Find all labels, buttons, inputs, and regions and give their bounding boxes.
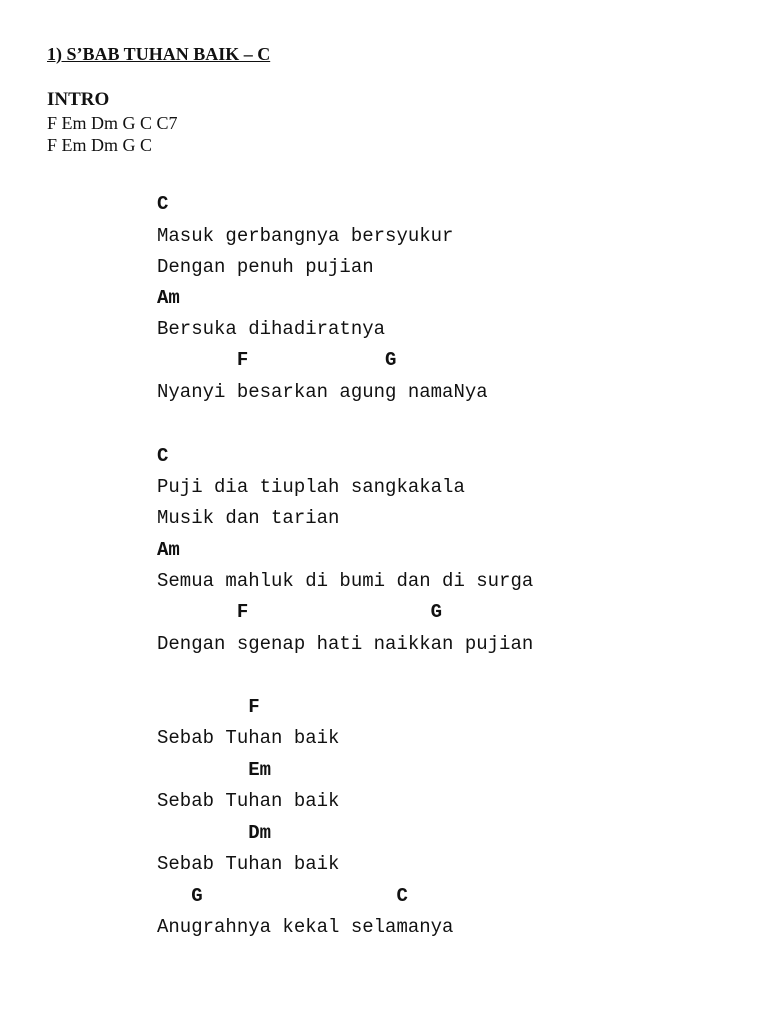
verse1-chord-line-2: Am [157, 287, 180, 309]
intro-chords-line-2: F Em Dm G C [47, 135, 153, 155]
chorus-chord-line-1: F [157, 696, 260, 718]
verse2-chord-line-2: Am [157, 539, 180, 561]
verse1-lyric-line-2: Dengan penuh pujian [157, 256, 374, 278]
verse2-chord-line-3: F G [157, 601, 443, 623]
verse2-lyric-line-3: Semua mahluk di bumi dan di surga [157, 570, 534, 592]
verse1-lyric-line-4: Nyanyi besarkan agung namaNya [157, 381, 488, 403]
song-title: 1) S’BAB TUHAN BAIK – C [47, 44, 271, 64]
verse2-lyric-line-4: Dengan sgenap hati naikkan pujian [157, 633, 534, 655]
intro-heading: INTRO [47, 89, 110, 110]
chorus-lyric-line-1: Sebab Tuhan baik [157, 727, 340, 749]
verse2-lyric-line-1: Puji dia tiuplah sangkakala [157, 476, 465, 498]
verse1-lyric-line-1: Masuk gerbangnya bersyukur [157, 225, 454, 247]
verse1-lyric-line-3: Bersuka dihadiratnya [157, 318, 386, 340]
chorus-chord-line-4: G C [157, 885, 408, 907]
verse1-chord-line-1: C [157, 193, 169, 215]
verse2-chord-line-1: C [157, 445, 169, 467]
verse1-chord-line-3: F G [157, 349, 397, 371]
chorus-lyric-line-4: Anugrahnya kekal selamanya [157, 916, 454, 938]
chorus-chord-line-2: Em [157, 759, 272, 781]
intro-chords-line-1: F Em Dm G C C7 [47, 113, 178, 133]
verse2-lyric-line-2: Musik dan tarian [157, 507, 340, 529]
chorus-lyric-line-3: Sebab Tuhan baik [157, 853, 340, 875]
chorus-lyric-line-2: Sebab Tuhan baik [157, 790, 340, 812]
chorus-chord-line-3: Dm [157, 822, 272, 844]
